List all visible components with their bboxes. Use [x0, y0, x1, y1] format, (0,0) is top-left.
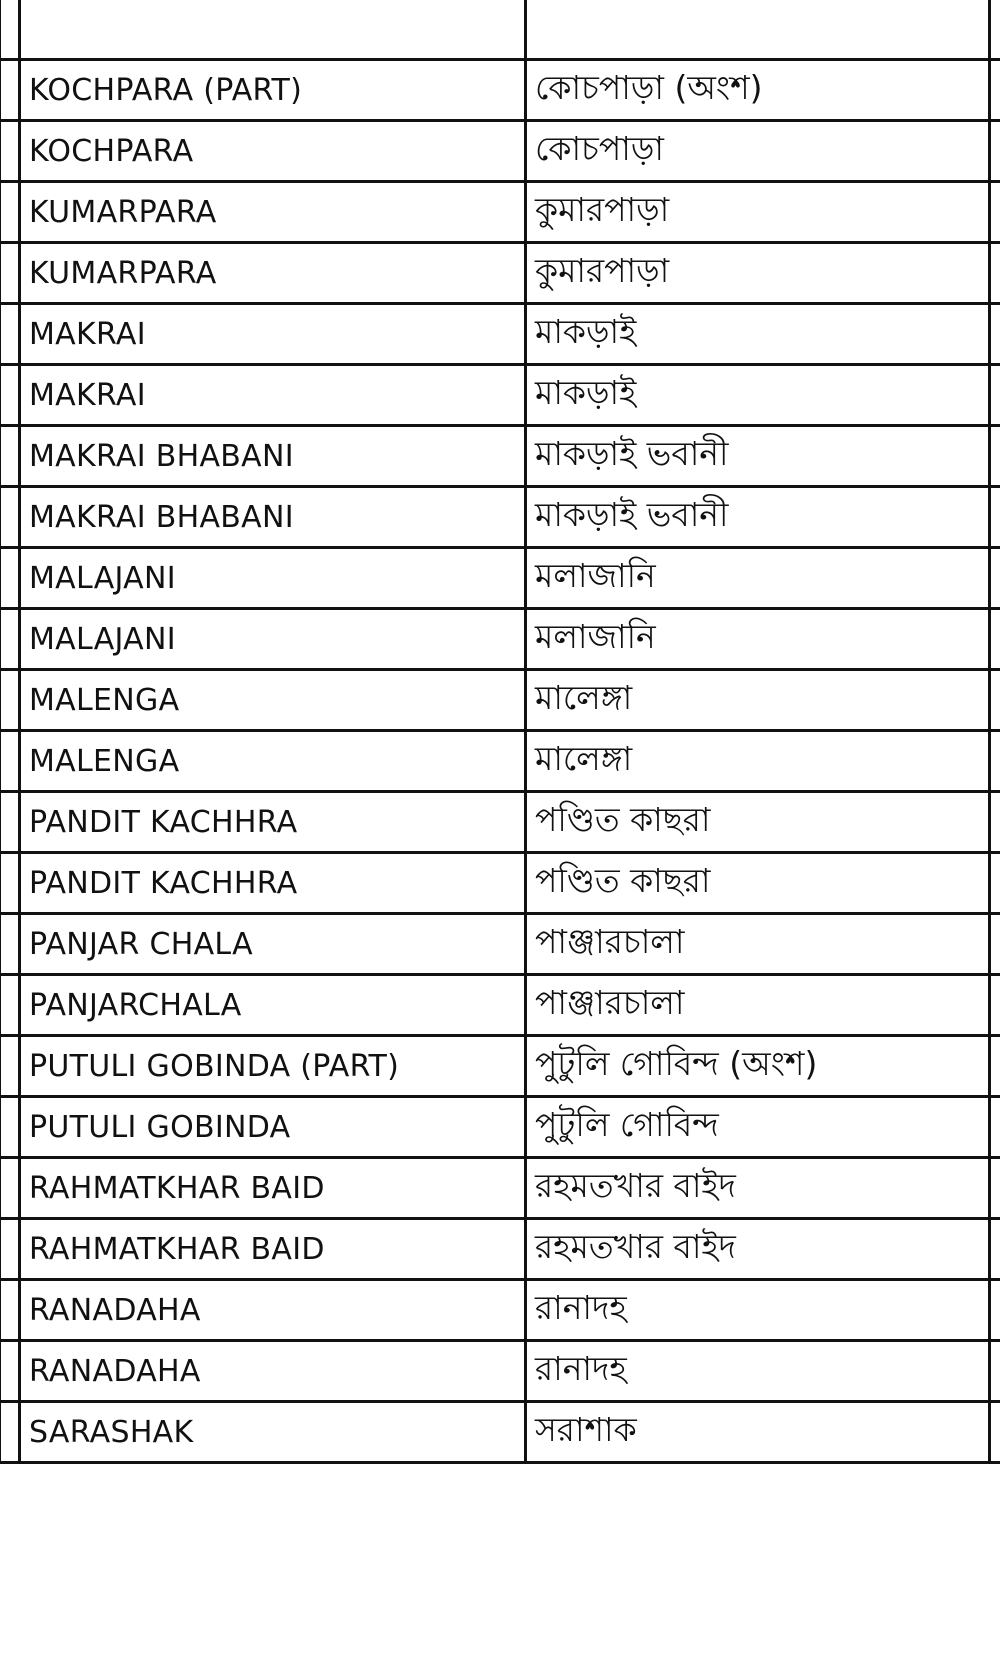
table-row	[0, 121, 1000, 182]
english-name-cell: PUTULI GOBINDA (PART)	[20, 1036, 526, 1097]
bengali-name-cell: মাকড়াই ভবানী	[526, 426, 990, 487]
row-end-cell	[990, 670, 1000, 731]
row-end-cell	[990, 60, 1000, 121]
english-name-cell: PANDIT KACHHRA	[20, 792, 526, 853]
row-end-cell	[990, 1341, 1000, 1402]
bengali-name-cell: মাকড়াই ভবানী	[526, 487, 990, 548]
table-row	[0, 1158, 1000, 1219]
english-name-cell: MAKRAI	[20, 365, 526, 426]
table-row	[0, 487, 1000, 548]
bengali-name-cell: কুমারপাড়া	[526, 182, 990, 243]
row-end-cell	[990, 121, 1000, 182]
table-row	[0, 670, 1000, 731]
row-stub-cell	[0, 60, 20, 121]
row-end-cell	[990, 975, 1000, 1036]
row-end-cell	[990, 487, 1000, 548]
row-stub-cell	[0, 975, 20, 1036]
row-stub-cell	[0, 609, 20, 670]
english-name-cell: MALENGA	[20, 731, 526, 792]
row-stub-cell	[0, 1341, 20, 1402]
bengali-name-cell: রহমতখার বাইদ	[526, 1158, 990, 1219]
english-name-cell: KUMARPARA	[20, 182, 526, 243]
table-row	[0, 1402, 1000, 1463]
row-stub-cell	[0, 1097, 20, 1158]
table-row	[0, 609, 1000, 670]
row-end-cell	[990, 1158, 1000, 1219]
bengali-name-cell: মালেঙ্গা	[526, 670, 990, 731]
row-stub-cell	[0, 1402, 20, 1463]
row-end-cell	[990, 365, 1000, 426]
table-row	[0, 1036, 1000, 1097]
row-end-cell	[990, 548, 1000, 609]
bengali-name-cell: পুটুলি গোবিন্দ (অংশ)	[526, 1036, 990, 1097]
row-stub-cell	[0, 243, 20, 304]
english-name-cell: RANADAHA	[20, 1341, 526, 1402]
bengali-name-cell: কুমারপাড়া	[526, 243, 990, 304]
english-name-cell: MALAJANI	[20, 609, 526, 670]
row-stub-cell	[0, 1280, 20, 1341]
table-row	[0, 792, 1000, 853]
row-stub-cell	[0, 853, 20, 914]
table-row	[0, 304, 1000, 365]
table-row	[0, 853, 1000, 914]
bengali-name-cell: মাকড়াই	[526, 304, 990, 365]
row-stub-cell	[0, 1219, 20, 1280]
bengali-name-cell: পাঞ্জারচালা	[526, 975, 990, 1036]
bengali-name-cell: রানাদহ	[526, 1280, 990, 1341]
table-row	[0, 365, 1000, 426]
table-row	[0, 1280, 1000, 1341]
row-stub-cell	[0, 731, 20, 792]
table-row	[0, 426, 1000, 487]
bengali-name-cell: রানাদহ	[526, 1341, 990, 1402]
english-name-cell: RAHMATKHAR BAID	[20, 1219, 526, 1280]
english-name-cell: MALAJANI	[20, 548, 526, 609]
bengali-name-cell: মাকড়াই	[526, 365, 990, 426]
row-end-cell	[990, 426, 1000, 487]
row-end-cell	[990, 243, 1000, 304]
table-row	[0, 1341, 1000, 1402]
bengali-name-cell: কোচপাড়া (অংশ)	[526, 60, 990, 121]
english-name-cell	[20, 0, 526, 60]
english-name-cell: PANDIT KACHHRA	[20, 853, 526, 914]
row-stub-cell	[0, 182, 20, 243]
table-row	[0, 243, 1000, 304]
row-stub-cell	[0, 1036, 20, 1097]
english-name-cell: KOCHPARA (PART)	[20, 60, 526, 121]
row-stub-cell	[0, 365, 20, 426]
english-name-cell: RAHMATKHAR BAID	[20, 1158, 526, 1219]
row-end-cell	[990, 609, 1000, 670]
table-row	[0, 731, 1000, 792]
english-name-cell: MAKRAI	[20, 304, 526, 365]
table-row	[0, 914, 1000, 975]
row-end-cell	[990, 1280, 1000, 1341]
row-stub-cell	[0, 487, 20, 548]
row-stub-cell	[0, 426, 20, 487]
english-name-cell: MAKRAI BHABANI	[20, 487, 526, 548]
row-end-cell	[990, 1402, 1000, 1463]
bengali-name-cell	[526, 0, 990, 60]
bengali-name-cell: কোচপাড়া	[526, 121, 990, 182]
table-row	[0, 975, 1000, 1036]
table-row	[0, 1097, 1000, 1158]
bengali-name-cell: পণ্ডিত কাছরা	[526, 853, 990, 914]
row-end-cell	[990, 1097, 1000, 1158]
table-row	[0, 548, 1000, 609]
table-row-cutoff-top	[0, 0, 1000, 60]
english-name-cell: KOCHPARA	[20, 121, 526, 182]
english-name-cell: SARASHAK	[20, 1402, 526, 1463]
table-row	[0, 60, 1000, 121]
english-name-cell: RANADAHA	[20, 1280, 526, 1341]
row-stub-cell	[0, 121, 20, 182]
row-stub-cell	[0, 914, 20, 975]
row-stub-cell	[0, 792, 20, 853]
row-end-cell	[990, 792, 1000, 853]
row-end-cell	[990, 853, 1000, 914]
row-end-cell	[990, 1036, 1000, 1097]
row-end-cell	[990, 0, 1000, 60]
row-end-cell	[990, 914, 1000, 975]
bengali-name-cell: পাঞ্জারচালা	[526, 914, 990, 975]
row-end-cell	[990, 731, 1000, 792]
row-stub-cell	[0, 670, 20, 731]
english-name-cell: PUTULI GOBINDA	[20, 1097, 526, 1158]
bengali-name-cell: রহমতখার বাইদ	[526, 1219, 990, 1280]
row-stub-cell	[0, 1158, 20, 1219]
bengali-name-cell: মালেঙ্গা	[526, 731, 990, 792]
english-name-cell: PANJARCHALA	[20, 975, 526, 1036]
english-name-cell: PANJAR CHALA	[20, 914, 526, 975]
bengali-name-cell: সরাশাক	[526, 1402, 990, 1463]
english-name-cell: MAKRAI BHABANI	[20, 426, 526, 487]
bengali-name-cell: মলাজানি	[526, 609, 990, 670]
row-stub-cell	[0, 548, 20, 609]
row-end-cell	[990, 182, 1000, 243]
bengali-name-cell: মলাজানি	[526, 548, 990, 609]
bengali-name-cell: পুটুলি গোবিন্দ	[526, 1097, 990, 1158]
table-row	[0, 1219, 1000, 1280]
row-stub-cell	[0, 0, 20, 60]
english-name-cell: MALENGA	[20, 670, 526, 731]
row-end-cell	[990, 304, 1000, 365]
table-row	[0, 182, 1000, 243]
english-name-cell: KUMARPARA	[20, 243, 526, 304]
bengali-name-cell: পণ্ডিত কাছরা	[526, 792, 990, 853]
row-stub-cell	[0, 304, 20, 365]
row-end-cell	[990, 1219, 1000, 1280]
